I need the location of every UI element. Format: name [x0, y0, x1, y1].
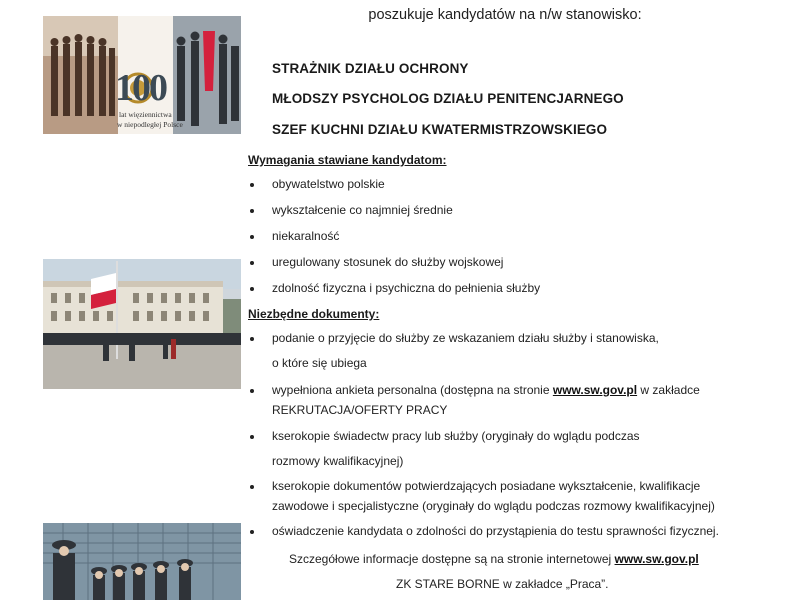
position-guard: STRAŻNIK DZIAŁU OCHRONY	[272, 61, 469, 76]
document-item-certificates-cont: rozmowy kwalifikacyjnej)	[272, 454, 404, 468]
anniversary-number: 100	[115, 67, 166, 109]
bullet	[250, 389, 254, 393]
footer-unit: ZK STARE BORNE w zakładce „Praca”.	[396, 577, 609, 591]
bullet	[250, 485, 254, 489]
bullet	[250, 183, 254, 187]
document-item-questionnaire-cont: REKRUTACJA/OFERTY PRACY	[272, 403, 448, 417]
footer-info	[289, 552, 699, 566]
document-item-application-cont: o które się ubiega	[272, 356, 367, 370]
bullet	[250, 435, 254, 439]
requirement-item: zdolność fizyczna i psychiczna do pełnienia służby	[272, 281, 541, 295]
documents-heading: Niezbędne dokumenty:	[248, 307, 380, 321]
officers-photo	[43, 523, 241, 600]
anniversary-photo	[43, 16, 241, 134]
requirements-heading: Wymagania stawiane kandydatom:	[248, 153, 447, 167]
bullet	[250, 337, 254, 341]
questionnaire-text: wypełniona ankieta personalna (dostępna na stronie	[272, 383, 553, 397]
requirement-item: obywatelstwo polskie	[272, 177, 385, 191]
bullet	[250, 209, 254, 213]
document-item-education: kserokopie dokumentów potwierdzających posiadane wykształcenie, kwalifikacje	[272, 479, 701, 493]
footer-info-text: Szczegółowe informacje dostępne są na stronie internetowej	[289, 552, 615, 566]
document-item-education-cont: zawodowe i specjalistyczne (oryginały do wglądu podczas rozmowy kwalifikacyjnej)	[272, 499, 715, 513]
position-psychologist: MŁODSZY PSYCHOLOG DZIAŁU PENITENCJARNEGO	[272, 91, 624, 106]
requirement-item: niekaralność	[272, 229, 340, 243]
bullet	[250, 287, 254, 291]
bullet	[250, 235, 254, 239]
questionnaire-text-end: w zakładce	[637, 383, 700, 397]
document-item-fitness: oświadczenie kandydata o zdolności do przystąpienia do testu sprawności fizycznej.	[272, 524, 719, 538]
document-item-certificates: kserokopie świadectw pracy lub służby (oryginały do wglądu podczas	[272, 429, 640, 443]
ceremony-photo	[43, 259, 241, 389]
anniversary-caption-2: w niepodległej Polsce	[117, 120, 183, 129]
footer-sw-gov-link[interactable]: www.sw.gov.pl	[614, 552, 699, 566]
bullet	[250, 261, 254, 265]
requirement-item: uregulowany stosunek do służby wojskowej	[272, 255, 504, 269]
position-chef: SZEF KUCHNI DZIAŁU KWATERMISTRZOWSKIEGO	[272, 122, 608, 137]
bullet	[250, 530, 254, 534]
sw-gov-link[interactable]: www.sw.gov.pl	[552, 383, 638, 397]
anniversary-caption-1: lat więziennictwa	[119, 110, 172, 119]
requirement-item: wykształcenie co najmniej średnie	[272, 203, 453, 217]
page-heading: poszukuje kandydatów na n/w stanowisko:	[368, 7, 642, 23]
document-item-application: podanie o przyjęcie do służby ze wskazaniem działu służby i stanowiska,	[272, 331, 659, 345]
document-item-questionnaire	[272, 383, 700, 397]
